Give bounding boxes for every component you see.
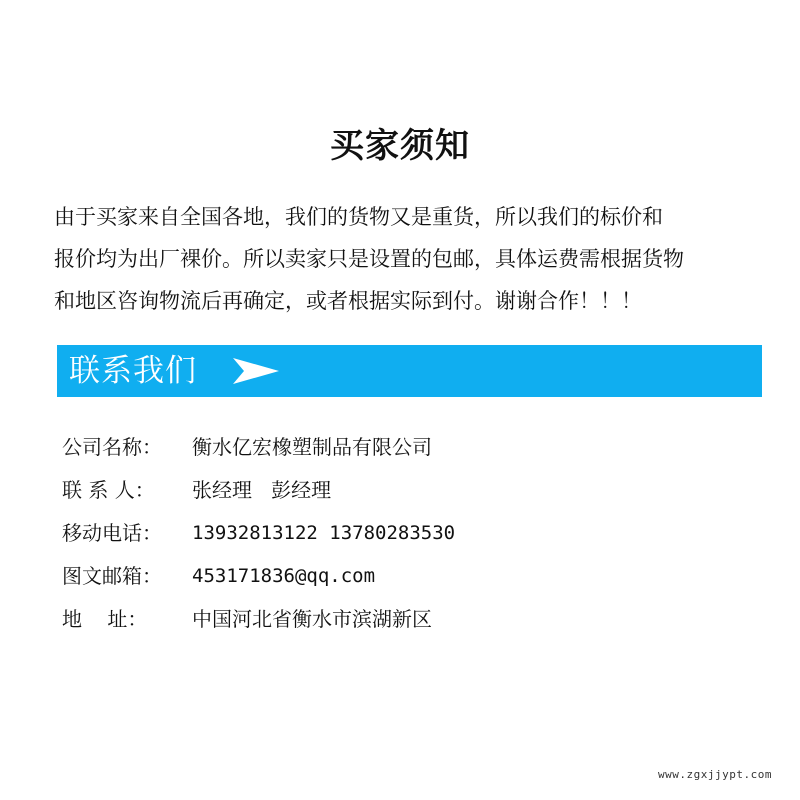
contact-label: 图文邮箱： xyxy=(62,564,162,588)
mobile-phone: 13932813122 13780283530 xyxy=(192,522,456,544)
notice-line: 由于买家来自全国各地，我们的货物又是重货，所以我们的标价和 xyxy=(54,205,663,229)
email-address: 453171836@qq.com xyxy=(192,565,376,587)
contact-row-phone xyxy=(62,512,742,555)
contact-person: 张经理 彭经理 xyxy=(192,478,332,502)
contact-label: 地 址： xyxy=(62,607,148,631)
contact-label: 移动电话： xyxy=(62,521,162,545)
arrow-right-icon xyxy=(233,358,279,384)
contact-row-email xyxy=(62,555,742,598)
contact-list xyxy=(62,426,742,641)
contact-row-person xyxy=(62,469,742,512)
notice-body xyxy=(54,196,774,322)
address: 中国河北省衡水市滨湖新区 xyxy=(192,607,432,631)
notice-title: 买家须知 xyxy=(330,126,470,166)
contact-row-company xyxy=(62,426,742,469)
contact-us-label: 联系我们 xyxy=(69,353,197,389)
contact-row-address xyxy=(62,598,742,641)
contact-label: 联 系 人： xyxy=(62,478,155,502)
contact-us-banner xyxy=(57,345,762,397)
watermark: www.zgxjjypt.com xyxy=(658,768,772,781)
contact-label: 公司名称： xyxy=(62,435,162,459)
company-name: 衡水亿宏橡塑制品有限公司 xyxy=(192,435,432,459)
notice-line: 和地区咨询物流后再确定，或者根据实际到付。谢谢合作！！！ xyxy=(54,289,642,313)
notice-line: 报价均为出厂裸价。所以卖家只是设置的包邮，具体运费需根据货物 xyxy=(54,247,684,271)
